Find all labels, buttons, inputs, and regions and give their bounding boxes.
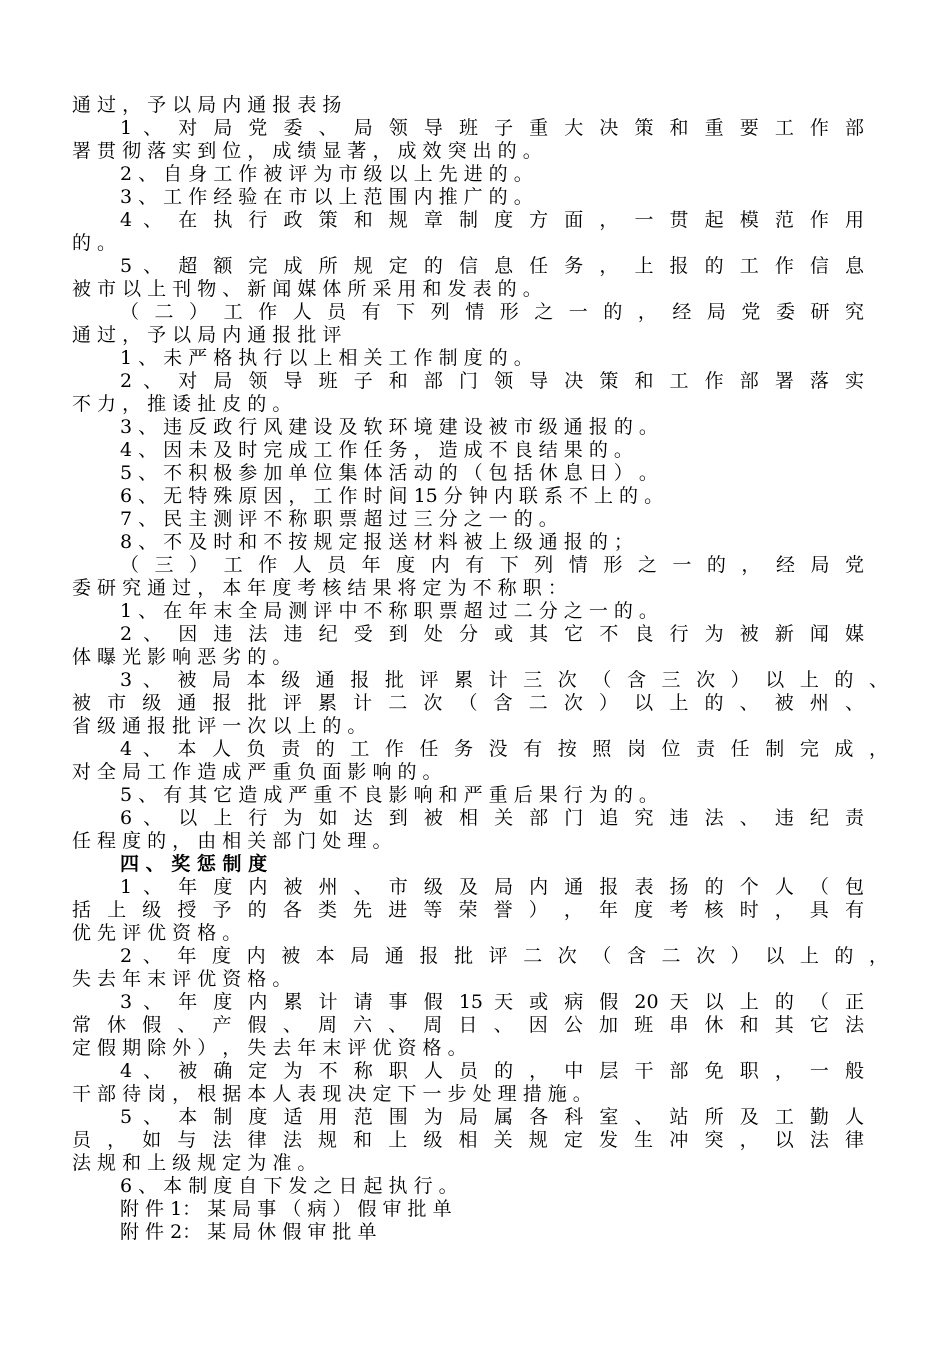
text-line: 失 去 年 末 评 优 资 格 。 xyxy=(72,968,292,990)
text-line: 4 、 因 未 及 时 完 成 工 作 任 务 ， 造 成 不 良 结 果 的 。 xyxy=(120,439,633,461)
section-heading-three: （ 三 ） 工 作 人 员 年 度 内 有 下 列 情 形 之 一 的 ， 经 局 党 xyxy=(120,554,864,576)
text-line: 6 、 无 特 殊 原 因 ， 工 作 时 间 15 分 钟 内 联 系 不 上 的 。 xyxy=(120,485,664,507)
text-line: 7 、 民 主 测 评 不 称 职 票 超 过 三 分 之 一 的 。 xyxy=(120,508,558,530)
text-line: 被 市 以 上 刊 物 、 新 闻 媒 体 所 采 用 和 发 表 的 。 xyxy=(72,278,542,300)
text-line: 定 假 期 除 外 ） ， 失 去 年 末 评 优 资 格 。 xyxy=(72,1037,467,1059)
text-line: 5 、 本 制 度 适 用 范 围 为 局 属 各 科 室 、 站 所 及 工 勤 人 xyxy=(120,1106,864,1128)
text-line: 被 市 级 通 报 批 评 累 计 二 次 （ 含 二 次 ） 以 上 的 、 被 州 、 xyxy=(72,692,864,714)
text-line: 2 、 年 度 内 被 本 局 通 报 批 评 二 次 （ 含 二 次 ） 以 上 的 ， xyxy=(120,945,888,967)
text-line: 3 、 违 反 政 行 风 建 设 及 软 环 境 建 设 被 市 级 通 报 的 。 xyxy=(120,416,658,438)
text-line: 体 曝 光 影 响 恶 劣 的 。 xyxy=(72,646,292,668)
attachment-2: 附 件 2： 某 局 休 假 审 批 单 xyxy=(120,1221,377,1243)
text-line: 员 ， 如 与 法 律 法 规 和 上 级 相 关 规 定 发 生 冲 突 ， 以 法 律 xyxy=(72,1129,864,1151)
text-line: 2 、 对 局 领 导 班 子 和 部 门 领 导 决 策 和 工 作 部 署 落 实 xyxy=(120,370,864,392)
text-line: 4 、 被 确 定 为 不 称 职 人 员 的 ， 中 层 干 部 免 职 ， 一 般 xyxy=(120,1060,864,1082)
text-line: 2 、 因 违 法 违 纪 受 到 处 分 或 其 它 不 良 行 为 被 新 闻 媒 xyxy=(120,623,864,645)
text-line: 对 全 局 工 作 造 成 严 重 负 面 影 响 的 。 xyxy=(72,761,442,783)
text-line: 不 力 ， 推 诿 扯 皮 的 。 xyxy=(72,393,292,415)
text-line: 通 过 ， 予 以 局 内 通 报 表 扬 xyxy=(72,94,342,116)
text-line: 6 、 本 制 度 自 下 发 之 日 起 执 行 。 xyxy=(120,1175,458,1197)
text-line: 5 、 超 额 完 成 所 规 定 的 信 息 任 务 ， 上 报 的 工 作 信 息 xyxy=(120,255,864,277)
text-line: 括 上 级 授 予 的 各 类 先 进 等 荣 誉 ） ， 年 度 考 核 时 ， 具 有 xyxy=(72,899,864,921)
section-heading-two: （ 二 ） 工 作 人 员 有 下 列 情 形 之 一 的 ， 经 局 党 委 研 究 xyxy=(120,301,864,323)
text-line: 优 先 评 优 资 格 。 xyxy=(72,922,242,944)
text-line: 1 、 在 年 末 全 局 测 评 中 不 称 职 票 超 过 二 分 之 一 的 。 xyxy=(120,600,658,622)
text-line: 2 、 自 身 工 作 被 评 为 市 级 以 上 先 进 的 。 xyxy=(120,163,533,185)
text-line: 4 、 本 人 负 责 的 工 作 任 务 没 有 按 照 岗 位 责 任 制 完 成 ， xyxy=(120,738,888,760)
text-line: 3 、 被 局 本 级 通 报 批 评 累 计 三 次 （ 含 三 次 ） 以 上 的 、 xyxy=(120,669,888,691)
text-line: 省 级 通 报 批 评 一 次 以 上 的 。 xyxy=(72,715,367,737)
text-line: 6 、 以 上 行 为 如 达 到 被 相 关 部 门 追 究 违 法 、 违 纪 责 xyxy=(120,807,864,829)
text-line: 4 、 在 执 行 政 策 和 规 章 制 度 方 面 ， 一 贯 起 模 范 作 用 xyxy=(120,209,864,231)
text-line: 5 、 有 其 它 造 成 严 重 不 良 影 响 和 严 重 后 果 行 为 的 。 xyxy=(120,784,658,806)
text-line: 1 、 年 度 内 被 州 、 市 级 及 局 内 通 报 表 扬 的 个 人 （ 包 xyxy=(120,876,864,898)
section-heading-four: 四 、 奖 惩 制 度 xyxy=(120,853,268,875)
text-line: 法 规 和 上 级 规 定 为 准 。 xyxy=(72,1152,317,1174)
text-line: 3 、 工 作 经 验 在 市 以 上 范 围 内 推 广 的 。 xyxy=(120,186,533,208)
text-line: 1 、 对 局 党 委 、 局 领 导 班 子 重 大 决 策 和 重 要 工 作 部 xyxy=(120,117,864,139)
text-line: 1 、 未 严 格 执 行 以 上 相 关 工 作 制 度 的 。 xyxy=(120,347,533,369)
text-line: 通 过 ， 予 以 局 内 通 报 批 评 xyxy=(72,324,342,346)
text-line: 3 、 年 度 内 累 计 请 事 假 15 天 或 病 假 20 天 以 上 的 （ 正 xyxy=(120,991,864,1013)
text-line: 任 程 度 的 ， 由 相 关 部 门 处 理 。 xyxy=(72,830,392,852)
text-line: 5 、 不 积 极 参 加 单 位 集 体 活 动 的 （ 包 括 休 息 日 ） 。 xyxy=(120,462,658,484)
text-line: 8 、 不 及 时 和 不 按 规 定 报 送 材 料 被 上 级 通 报 的 ； xyxy=(120,531,633,553)
text-line: 常 休 假 、 产 假 、 周 六 、 周 日 、 因 公 加 班 串 休 和 其 它 法 xyxy=(72,1014,864,1036)
text-line: 委 研 究 通 过 ， 本 年 度 考 核 结 果 将 定 为 不 称 职 ： xyxy=(72,577,567,599)
text-line: 署 贯 彻 落 实 到 位 ， 成 绩 显 著 ， 成 效 突 出 的 。 xyxy=(72,140,542,162)
text-line: 的 。 xyxy=(72,232,117,254)
attachment-1: 附 件 1： 某 局 事 （ 病 ） 假 审 批 单 xyxy=(120,1198,452,1220)
text-line: 干 部 待 岗 ， 根 据 本 人 表 现 决 定 下 一 步 处 理 措 施 。 xyxy=(72,1083,592,1105)
